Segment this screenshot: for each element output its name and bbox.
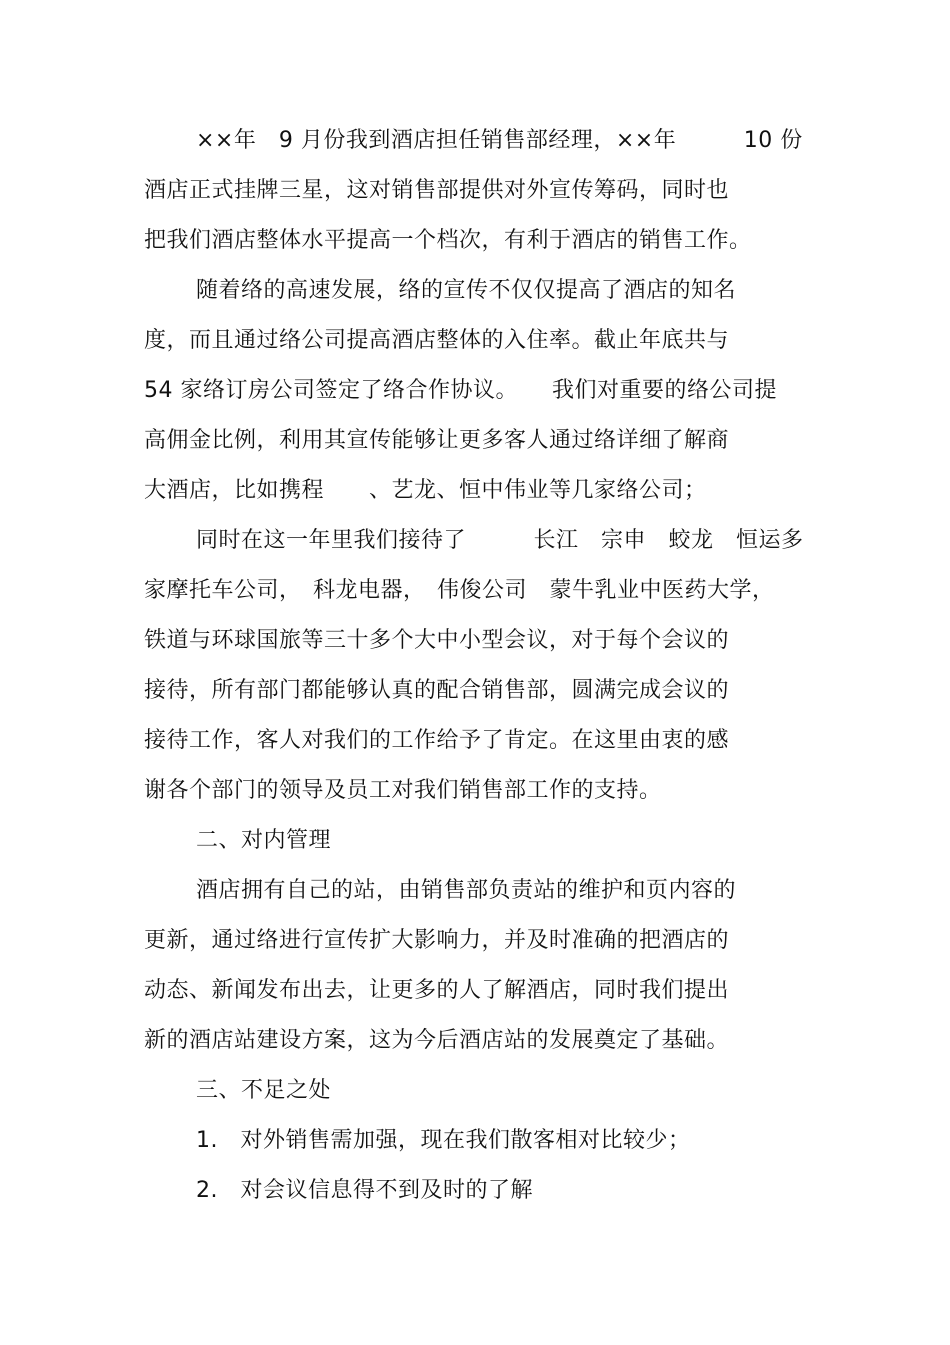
paragraph-2-line-3: 54 家络订房公司签定了络合作协议。 我们对重要的络公司提 (144, 378, 777, 403)
paragraph-1-line-3: 把我们酒店整体水平提高一个档次，有利于酒店的销售工作。 (144, 228, 752, 253)
paragraph-3-line-1: 同时在这一年里我们接待了 长江 宗申 蛟龙 恒运多 (196, 528, 804, 553)
paragraph-2-line-1: 随着络的高速发展，络的宣传不仅仅提高了酒店的知名 (196, 278, 737, 303)
paragraph-4-line-2: 更新，通过络进行宣传扩大影响力，并及时准确的把酒店的 (144, 928, 730, 953)
section-heading-internal-management: 二、对内管理 (196, 828, 332, 853)
paragraph-2-line-4: 高佣金比例，利用其宣传能够让更多客人通过络详细了解商 (144, 428, 730, 453)
paragraph-1-line-2: 酒店正式挂牌三星，这对销售部提供对外宣传筹码，同时也 (144, 178, 730, 203)
list-item-1: 1. 对外销售需加强，现在我们散客相对比较少； (196, 1128, 691, 1153)
paragraph-3-line-2: 家摩托车公司， 科龙电器， 伟俊公司 蒙牛乳业中医药大学， (144, 578, 775, 603)
paragraph-2-line-2: 度，而且通过络公司提高酒店整体的入住率。截止年底共与 (144, 328, 730, 353)
paragraph-4-line-4: 新的酒店站建设方案，这为今后酒店站的发展奠定了基础。 (144, 1028, 730, 1053)
paragraph-4-line-3: 动态、新闻发布出去，让更多的人了解酒店，同时我们提出 (144, 978, 730, 1003)
paragraph-2-line-5: 大酒店，比如携程 、艺龙、恒中伟业等几家络公司； (144, 478, 707, 503)
paragraph-3-line-4: 接待，所有部门都能够认真的配合销售部，圆满完成会议的 (144, 678, 730, 703)
paragraph-3-line-6: 谢各个部门的领导及员工对我们销售部工作的支持。 (144, 778, 662, 803)
paragraph-4-line-1: 酒店拥有自己的站，由销售部负责站的维护和页内容的 (196, 878, 737, 903)
paragraph-3-line-5: 接待工作，客人对我们的工作给予了肯定。在这里由衷的感 (144, 728, 730, 753)
section-heading-shortcomings: 三、不足之处 (196, 1078, 332, 1103)
paragraph-1-line-1: ××年 9 月份我到酒店担任销售部经理，××年 10 份 (196, 128, 803, 153)
paragraph-3-line-3: 铁道与环球国旅等三十多个大中小型会议，对于每个会议的 (144, 628, 730, 653)
list-item-2: 2. 对会议信息得不到及时的了解 (196, 1178, 533, 1203)
